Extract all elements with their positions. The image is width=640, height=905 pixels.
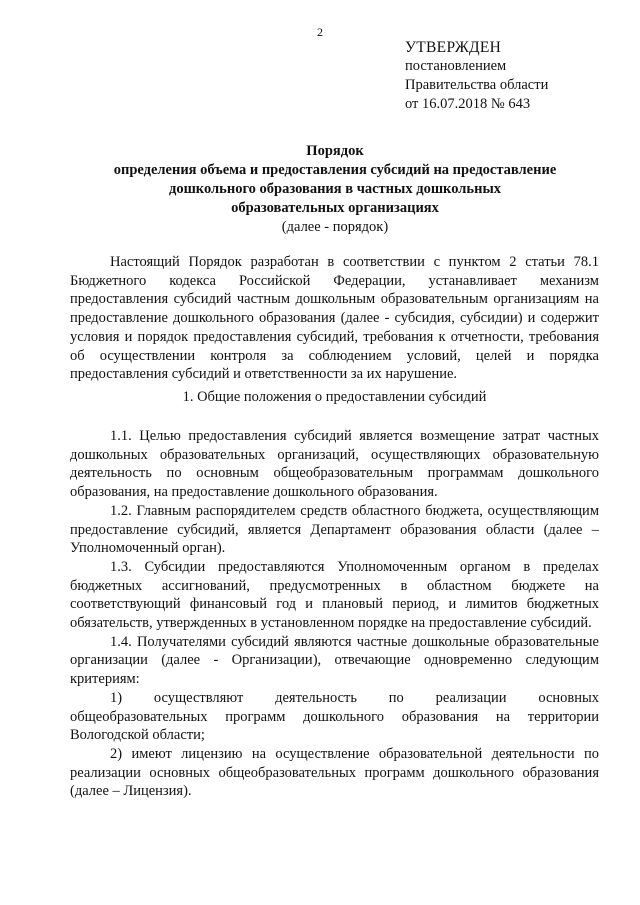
intro-block (70, 253, 599, 384)
paragraph-1-2: 1.2. Главным распорядителем средств областного бюджета, осуществляющим предоставление субсидий, является Департамент образования области (далее – Уполномоченный орган). (70, 502, 599, 557)
paragraph-1-3: 1.3. Субсидии предоставляются Уполномоченным органом в пределах бюджетных ассигнований, предусмотренных в областном бюджете на соответствующий финансовый год и плановый период, и лимитов бюджетных обязательств, утвержденных в установленном порядке на предоставление субсидий. (70, 558, 599, 632)
approval-line: постановлением (405, 58, 507, 74)
section-body (70, 427, 599, 801)
section-title: 1. Общие положения о предоставлении субсидий (182, 389, 487, 405)
heading-subtitle: образовательных организациях (231, 200, 439, 216)
document-heading (95, 142, 575, 237)
heading-subtitle: определения объема и предоставления субсидий на предоставление (113, 162, 557, 178)
paragraph-1-1: 1.1. Целью предоставления субсидий является возмещение затрат частных дошкольных образовательных организаций, осуществляющих образовательную деятельность по основным общеобразовательным программам дошкольного образования, на предоставление дошкольного образования. (70, 428, 599, 501)
heading-subtitle: дошкольного образования в частных дошкольных (168, 181, 502, 197)
approval-date: от 16.07.2018 № 643 (405, 96, 531, 112)
criterion-1: 1) осуществляют деятельность по реализации основных общеобразовательных программ дошкольного образования на территории Вологодской области; (70, 689, 599, 744)
approval-title: УТВЕРЖДЕН (405, 39, 502, 56)
heading-note: (далее - порядок) (281, 219, 389, 235)
heading-title: Порядок (306, 143, 364, 159)
approval-line: Правительства области (405, 77, 549, 93)
approval-stamp (405, 38, 548, 114)
intro-paragraph: Настоящий Порядок разработан в соответствии с пунктом 2 статьи 78.1 Бюджетного кодекса Российской Федерации, устанавливает механизм предоставления субсидий частным дошкольным образовательным организациям на предоставление дошкольного образования (далее - субсидия, субсидии) и содержит условия и порядок предоставления субсидий, требования к отчетности, требования об осуществлении контроля за соблюдением условий, целей и порядка предоставления субсидий и ответственности за их нарушение. (70, 254, 599, 383)
criterion-2: 2) имеют лицензию на осуществление образовательной деятельности по реализации основных общеобразовательных программ дошкольного образования (далее – Лицензия). (70, 745, 599, 800)
paragraph-1-4: 1.4. Получателями субсидий являются частные дошкольные образовательные организации (далее - Организации), отвечающие одновременно следующим критериям: (70, 633, 599, 688)
page-number: 2 (317, 25, 323, 39)
